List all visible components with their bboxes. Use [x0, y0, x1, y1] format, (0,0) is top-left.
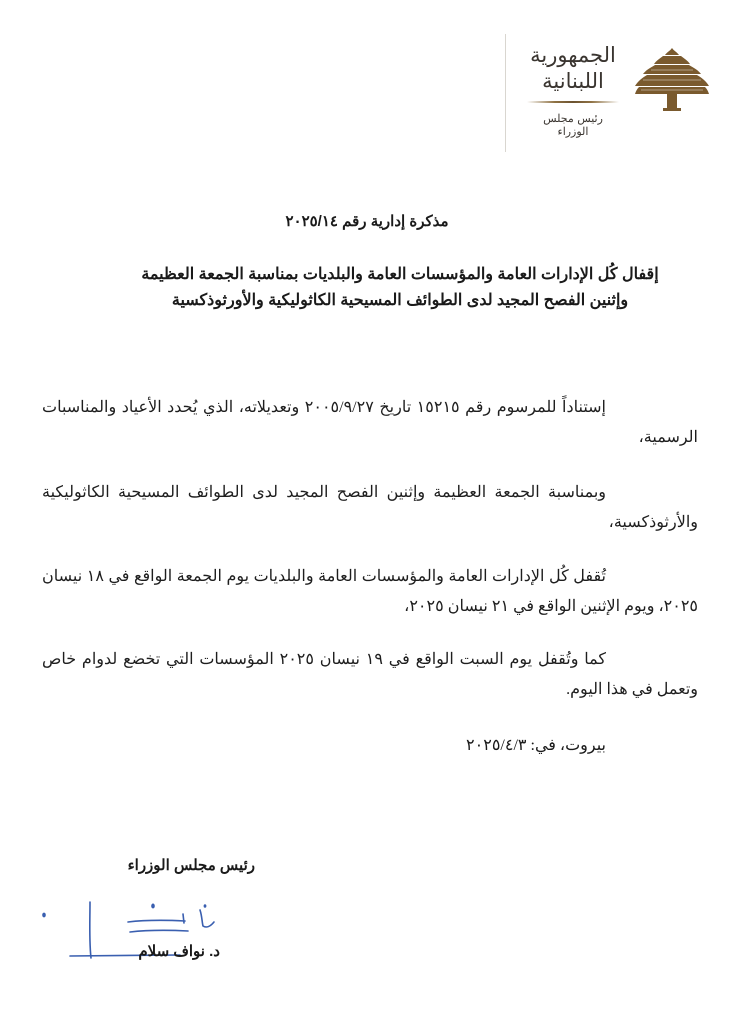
subject-line-2: وإثنين الفصح المجيد لدى الطوائف المسيحية الكاثوليكية والأورثوذكسية [171, 292, 629, 309]
republic-calligraphy [527, 42, 619, 94]
subject-line-1: إقفال كُل الإدارات العامة والمؤسسات العامة والبلديات بمناسبة الجمعة العظيمة [141, 266, 659, 283]
signatory-title: رئيس مجلس الوزراء [127, 857, 255, 874]
paragraph-legal-basis: إستناداً للمرسوم رقم ١٥٢١٥ تاريخ ٢٠٠٥/٩/٢٧ وتعديلاته، الذي يُحدد الأعياد والمناسبات الرسمية، [42, 399, 698, 446]
place-date: بيروت، في: ٢٠٢٥/٤/٣ [466, 737, 606, 754]
paragraph-closure-decision: تُقفل كُل الإدارات العامة والمؤسسات العامة والبلديات يوم الجمعة الواقع في ١٨ نيسان ٢٠٢٥، ويوم الإثنين الواقع في ٢١ نيسان ٢٠٢٥، [42, 568, 698, 615]
memo-title: مذكرة إدارية رقم ٢٠٢٥/١٤ [285, 213, 449, 230]
paragraph-saturday-closure: كما وتُقفل يوم السبت الواقع في ١٩ نيسان ٢٠٢٥ المؤسسات التي تخضع لدوام خاص وتعمل في هذا اليوم. [42, 651, 698, 698]
memo-subject [100, 262, 700, 314]
signature-block [20, 850, 270, 975]
republic-line-2: اللبنانية [542, 69, 604, 93]
paragraph-occasion: وبمناسبة الجمعة العظيمة وإثنين الفصح المجيد لدى الطوائف المسيحية الكاثوليكية والأرثوذكسية، [42, 484, 698, 531]
gold-rule [527, 101, 619, 103]
letterhead-office: رئيس مجلس الوزراء [543, 112, 603, 138]
letterhead [505, 34, 720, 152]
cedar-tree-icon [633, 46, 711, 112]
signatory-name: د. نواف سلام [138, 943, 220, 960]
republic-line-1: الجمهورية [530, 43, 616, 67]
letterhead-divider [505, 34, 506, 152]
